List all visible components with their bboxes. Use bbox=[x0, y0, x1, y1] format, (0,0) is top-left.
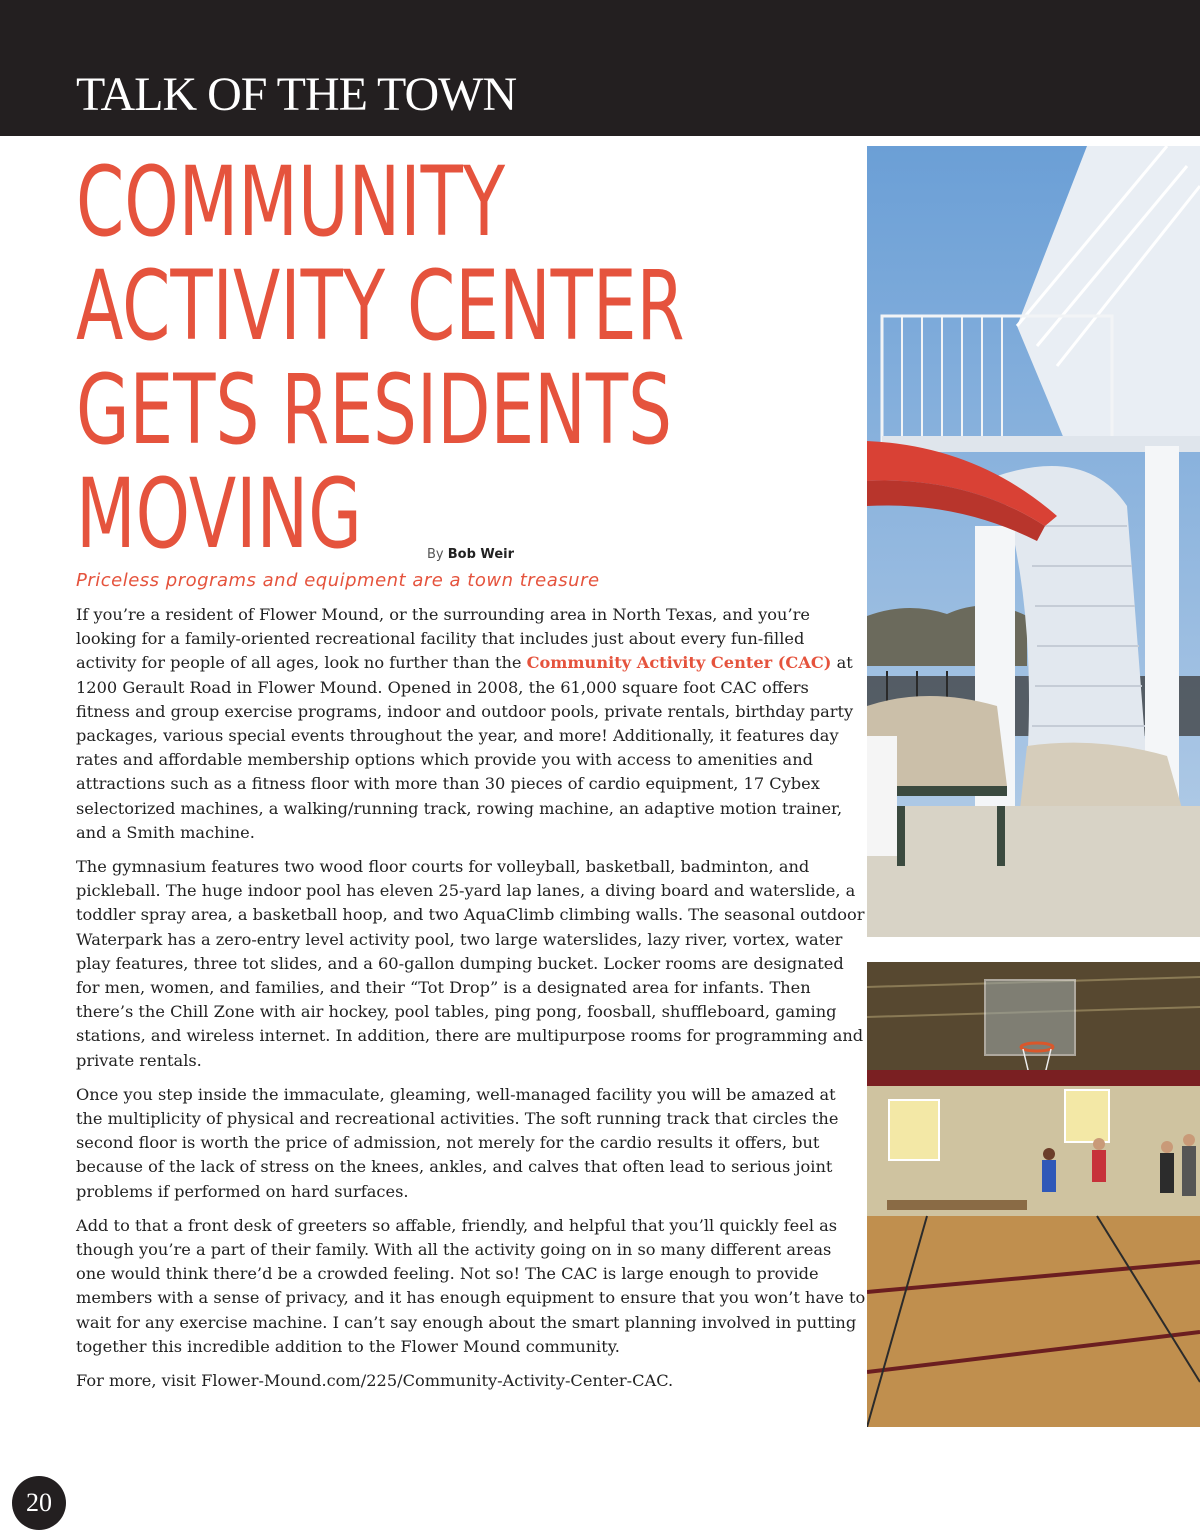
paragraph: Once you step inside the immaculate, gleaming, well-managed facility you will be amazed at the multiplicity of physical and recreational activities. The soft running track that circles the second floor is worth the price of admission, not merely for the cardio results it offers, but because of the lack of stress on the knees, ankles, and calves that often lead to serious joint problems if performed on hard surfaces. bbox=[76, 1084, 839, 1201]
article-subtitle: Priceless programs and equipment are a town treasure bbox=[76, 570, 600, 591]
header-bar bbox=[0, 0, 1200, 136]
headline-line: COMMUNITY bbox=[76, 146, 506, 258]
headline-line: GETS RESIDENTS bbox=[76, 354, 672, 466]
paragraph: The gymnasium features two wood floor courts for volleyball, basketball, badminton, and pickleball. The huge indoor pool has eleven 25-yard lap lanes, a diving board and waterslide, a toddler spray area, a basketball hoop, and two AquaClimb climbing walls. The seasonal outdoor Waterpark has a zero-entry level activity pool, two large waterslides, lazy river, vortex, water play features, three tot slides, and a 60-gallon dumping bucket. Locker rooms are designated for men, women, and families, and their “Tot Drop” is a designated area for infants. Then there’s the Chill Zone with air hockey, pool tables, ping pong, foosball, shuffleboard, gaming stations, and wireless internet. In addition, there are multipurpose rooms for programming and private rentals. bbox=[76, 857, 865, 1070]
section-title: TALK OF THE TOWN bbox=[76, 68, 517, 121]
waterpark-photo bbox=[867, 146, 1200, 937]
gymnasium-photo bbox=[867, 962, 1200, 1427]
headline-line: MOVING bbox=[76, 458, 362, 570]
paragraph-text: at 1200 Gerault Road in Flower Mound. Opened in 2008, the 61,000 square foot CAC offers fitness and group exercise programs, indoor and outdoor pools, private rentals, birthday party packages, various special events throughout the year, and more! Additionally, it features day rates and affordable membership options which provide you with access to amenities and attractions such as a fitness floor with more than 30 pieces of cardio equipment, 17 Cybex selectorized machines, a walking/running track, rowing machine, an adaptive motion trainer, and a Smith machine. bbox=[76, 653, 854, 842]
byline-author: Bob Weir bbox=[447, 547, 514, 562]
byline-prefix: By bbox=[427, 547, 444, 562]
waterpark-photo-illustration bbox=[867, 146, 1200, 937]
article-body bbox=[76, 603, 866, 1403]
paragraph: Add to that a front desk of greeters so affable, friendly, and helpful that you’ll quickly feel as though you’re a part of their family. With all the activity going on in so many different areas one would think there’d be a crowded feeling. Not so! The CAC is large enough to provide members with a sense of privacy, and it has enough equipment to ensure that you won’t have to wait for any exercise machine. I can’t say enough about the smart planning involved in putting together this incredible addition to the Flower Mound community. bbox=[76, 1215, 866, 1356]
page-number-badge bbox=[12, 1476, 66, 1530]
cac-link[interactable]: Community Activity Center (CAC) bbox=[526, 653, 832, 673]
headline-line: ACTIVITY CENTER bbox=[76, 250, 685, 362]
byline bbox=[427, 547, 514, 562]
page-number: 20 bbox=[26, 1488, 52, 1517]
article-headline bbox=[76, 146, 685, 570]
gymnasium-photo-illustration bbox=[867, 962, 1200, 1427]
paragraph bbox=[76, 603, 866, 845]
paragraph-text: If you’re a resident of Flower Mound, or the surrounding area in North Texas, and you’re looking for a family-oriented recreational facility that includes just about every fun-filled activity for people of all ages, look no further than the bbox=[76, 605, 810, 673]
paragraph: For more, visit Flower-Mound.com/225/Community-Activity-Center-CAC. bbox=[76, 1371, 674, 1391]
